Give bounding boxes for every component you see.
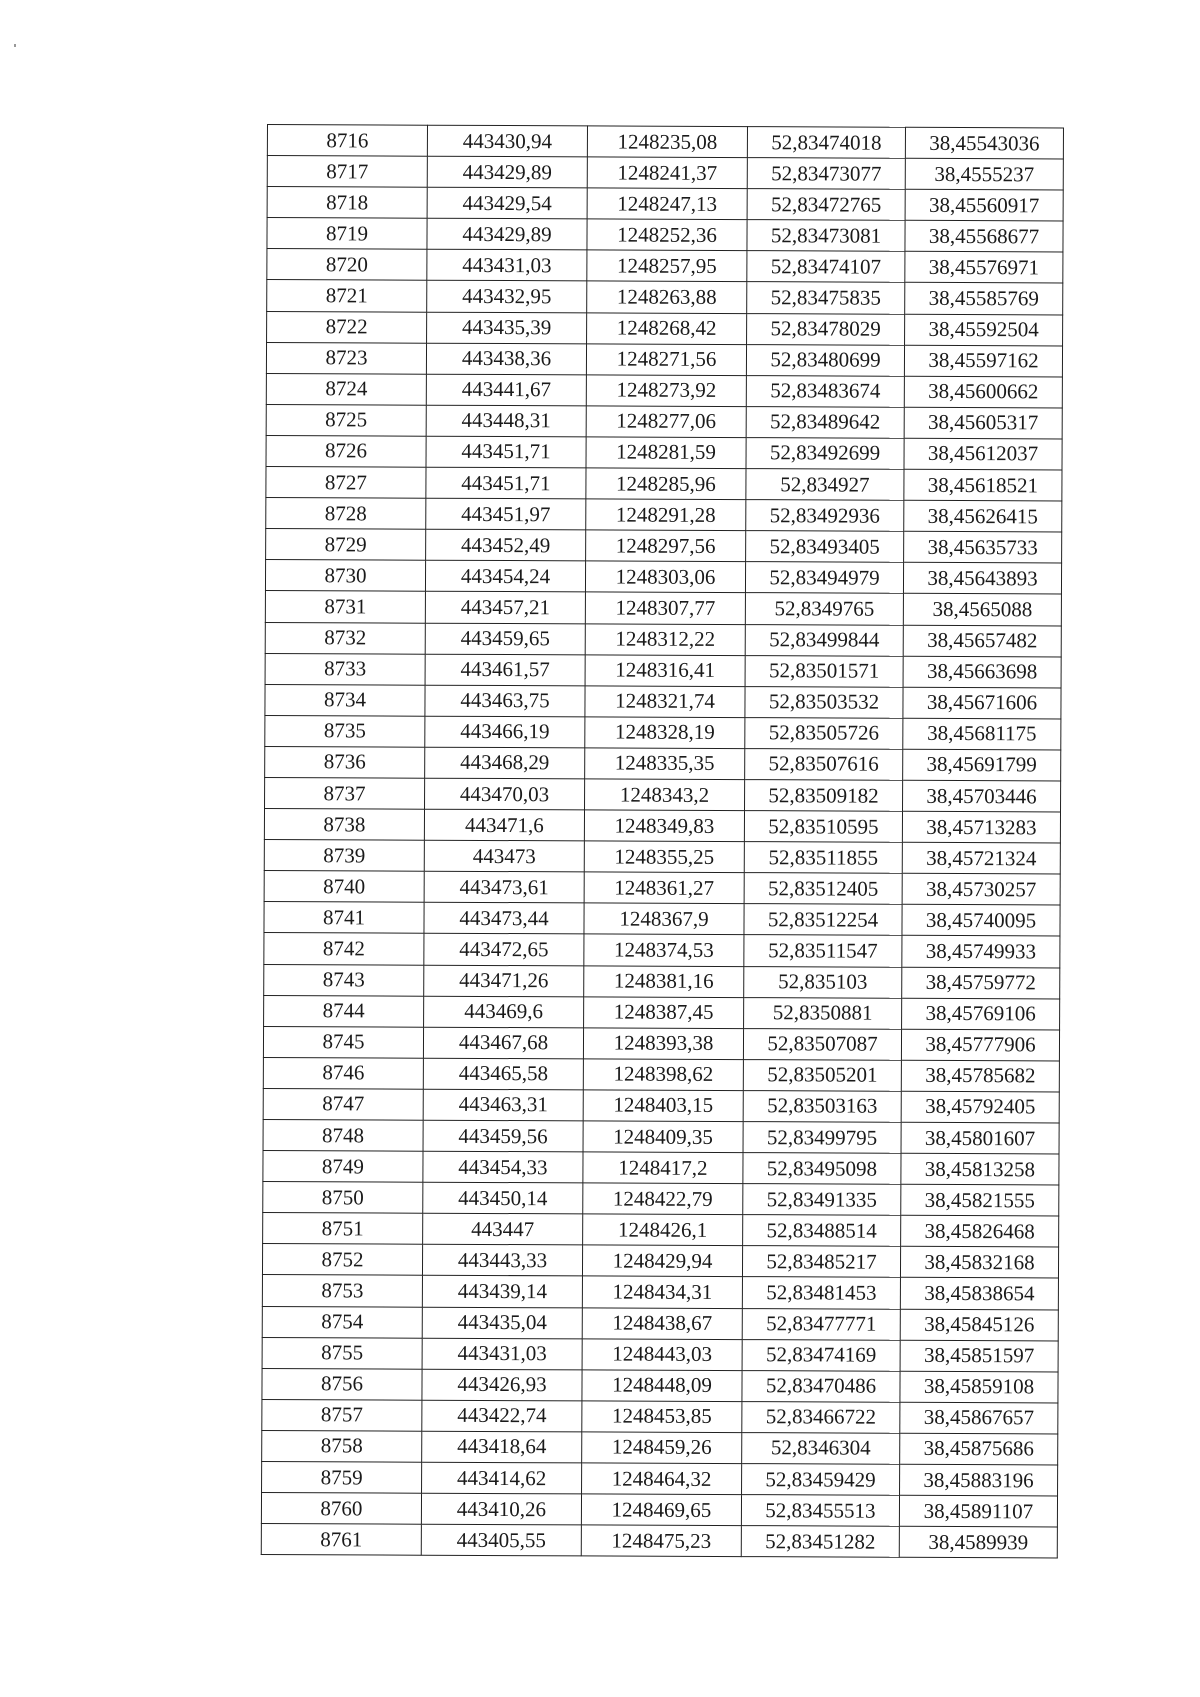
- point-number-cell: 8759: [262, 1462, 422, 1494]
- longitude-cell: 38,45605317: [904, 407, 1062, 439]
- table-row: [266, 404, 1062, 439]
- longitude-cell: 38,45859108: [900, 1371, 1058, 1403]
- y-coordinate-cell: 1248303,06: [585, 561, 745, 593]
- point-number-cell: 8735: [265, 715, 425, 747]
- point-number-cell: 8744: [264, 995, 424, 1027]
- y-coordinate-cell: 1248429,94: [582, 1245, 742, 1277]
- latitude-cell: 52,83470486: [742, 1370, 900, 1402]
- latitude-cell: 52,83489642: [746, 406, 904, 438]
- point-number-cell: 8716: [267, 125, 427, 157]
- point-number-cell: 8734: [265, 684, 425, 716]
- longitude-cell: 38,45635733: [904, 532, 1062, 564]
- longitude-cell: 38,45832168: [900, 1247, 1058, 1279]
- latitude-cell: 52,8346304: [742, 1433, 900, 1465]
- latitude-cell: 52,8350881: [744, 997, 902, 1029]
- y-coordinate-cell: 1248271,56: [586, 344, 746, 376]
- longitude-cell: 38,45769106: [902, 998, 1060, 1030]
- table-row: [261, 1524, 1057, 1559]
- y-coordinate-cell: 1248475,23: [581, 1525, 741, 1557]
- point-number-cell: 8727: [266, 467, 426, 499]
- table-row: [262, 1368, 1058, 1403]
- table-row: [266, 435, 1062, 470]
- latitude-cell: 52,83485217: [742, 1246, 900, 1278]
- y-coordinate-cell: 1248417,2: [583, 1152, 743, 1184]
- latitude-cell: 52,83507087: [743, 1028, 901, 1060]
- coordinates-table-body: [261, 125, 1063, 1559]
- point-number-cell: 8745: [263, 1026, 423, 1058]
- y-coordinate-cell: 1248355,25: [584, 841, 744, 873]
- longitude-cell: 38,45759772: [902, 967, 1060, 999]
- table-row: [267, 280, 1063, 315]
- longitude-cell: 38,45626415: [904, 500, 1062, 532]
- x-coordinate-cell: 443435,39: [427, 312, 587, 344]
- y-coordinate-cell: 1248277,06: [586, 406, 746, 438]
- latitude-cell: 52,83503163: [743, 1090, 901, 1122]
- x-coordinate-cell: 443454,24: [425, 561, 585, 593]
- longitude-cell: 38,45721324: [902, 842, 1060, 874]
- longitude-cell: 38,45749933: [902, 936, 1060, 968]
- y-coordinate-cell: 1248374,53: [584, 934, 744, 966]
- y-coordinate-cell: 1248343,2: [585, 779, 745, 811]
- longitude-cell: 38,45585769: [905, 283, 1063, 315]
- table-row: [262, 1306, 1058, 1341]
- y-coordinate-cell: 1248381,16: [584, 965, 744, 997]
- x-coordinate-cell: 443459,56: [423, 1120, 583, 1152]
- latitude-cell: 52,83475835: [747, 282, 905, 314]
- x-coordinate-cell: 443450,14: [423, 1182, 583, 1214]
- y-coordinate-cell: 1248387,45: [584, 997, 744, 1029]
- longitude-cell: 38,45576971: [905, 252, 1063, 284]
- y-coordinate-cell: 1248422,79: [583, 1183, 743, 1215]
- point-number-cell: 8746: [263, 1057, 423, 1089]
- point-number-cell: 8733: [265, 653, 425, 685]
- point-number-cell: 8754: [262, 1306, 422, 1338]
- table-row: [262, 1275, 1058, 1310]
- longitude-cell: 38,45777906: [901, 1029, 1059, 1061]
- longitude-cell: 38,45826468: [901, 1216, 1059, 1248]
- x-coordinate-cell: 443468,29: [425, 747, 585, 779]
- x-coordinate-cell: 443471,26: [424, 965, 584, 997]
- x-coordinate-cell: 443454,33: [423, 1151, 583, 1183]
- y-coordinate-cell: 1248297,56: [586, 530, 746, 562]
- table-row: [261, 1493, 1057, 1528]
- point-number-cell: 8724: [266, 373, 426, 405]
- y-coordinate-cell: 1248393,38: [583, 1028, 743, 1060]
- point-number-cell: 8749: [263, 1151, 423, 1183]
- longitude-cell: 38,45600662: [904, 376, 1062, 408]
- point-number-cell: 8738: [264, 809, 424, 841]
- latitude-cell: 52,83509182: [745, 780, 903, 812]
- x-coordinate-cell: 443438,36: [426, 343, 586, 375]
- x-coordinate-cell: 443443,33: [422, 1245, 582, 1277]
- latitude-cell: 52,83451282: [741, 1526, 899, 1558]
- y-coordinate-cell: 1248252,36: [587, 219, 747, 251]
- y-coordinate-cell: 1248438,67: [582, 1307, 742, 1339]
- table-row: [267, 125, 1063, 160]
- latitude-cell: 52,834927: [746, 469, 904, 501]
- y-coordinate-cell: 1248448,09: [582, 1370, 742, 1402]
- point-number-cell: 8730: [265, 560, 425, 592]
- point-number-cell: 8758: [262, 1430, 422, 1462]
- table-row: [264, 902, 1060, 937]
- table-row: [266, 467, 1062, 502]
- longitude-cell: 38,45671606: [903, 687, 1061, 719]
- point-number-cell: 8736: [265, 746, 425, 778]
- latitude-cell: 52,83499795: [743, 1122, 901, 1154]
- x-coordinate-cell: 443439,14: [422, 1276, 582, 1308]
- y-coordinate-cell: 1248361,27: [584, 872, 744, 904]
- table-row: [262, 1462, 1058, 1497]
- point-number-cell: 8729: [266, 529, 426, 561]
- latitude-cell: 52,83512405: [744, 873, 902, 905]
- x-coordinate-cell: 443451,97: [426, 498, 586, 530]
- x-coordinate-cell: 443432,95: [427, 281, 587, 313]
- latitude-cell: 52,83480699: [746, 344, 904, 376]
- table-row: [266, 373, 1062, 408]
- table-row: [266, 498, 1062, 533]
- x-coordinate-cell: 443466,19: [425, 716, 585, 748]
- latitude-cell: 52,83473077: [747, 158, 905, 190]
- latitude-cell: 52,83499844: [745, 624, 903, 656]
- x-coordinate-cell: 443418,64: [422, 1431, 582, 1463]
- x-coordinate-cell: 443469,6: [424, 996, 584, 1028]
- y-coordinate-cell: 1248469,65: [581, 1494, 741, 1526]
- x-coordinate-cell: 443405,55: [421, 1524, 581, 1556]
- latitude-cell: 52,83455513: [741, 1495, 899, 1527]
- latitude-cell: 52,83491335: [743, 1184, 901, 1216]
- scan-speck: [14, 44, 16, 47]
- table-row: [267, 156, 1063, 191]
- latitude-cell: 52,83492699: [746, 438, 904, 470]
- table-row: [262, 1244, 1058, 1279]
- latitude-cell: 52,83477771: [742, 1308, 900, 1340]
- longitude-cell: 38,45597162: [904, 345, 1062, 377]
- x-coordinate-cell: 443431,03: [422, 1338, 582, 1370]
- table-row: [267, 218, 1063, 253]
- y-coordinate-cell: 1248398,62: [583, 1059, 743, 1091]
- latitude-cell: 52,83474169: [742, 1339, 900, 1371]
- point-number-cell: 8752: [262, 1244, 422, 1276]
- latitude-cell: 52,83501571: [745, 655, 903, 687]
- longitude-cell: 38,45740095: [902, 905, 1060, 937]
- longitude-cell: 38,4589939: [899, 1526, 1057, 1558]
- table-row: [266, 342, 1062, 377]
- longitude-cell: 38,45875686: [900, 1433, 1058, 1465]
- latitude-cell: 52,83483674: [746, 375, 904, 407]
- x-coordinate-cell: 443430,94: [427, 125, 587, 157]
- table-row: [266, 529, 1062, 564]
- latitude-cell: 52,83472765: [747, 189, 905, 221]
- x-coordinate-cell: 443447: [423, 1213, 583, 1245]
- point-number-cell: 8750: [263, 1182, 423, 1214]
- longitude-cell: 38,45867657: [900, 1402, 1058, 1434]
- x-coordinate-cell: 443435,04: [422, 1307, 582, 1339]
- point-number-cell: 8761: [261, 1524, 421, 1556]
- x-coordinate-cell: 443422,74: [422, 1400, 582, 1432]
- x-coordinate-cell: 443451,71: [426, 467, 586, 499]
- longitude-cell: 38,45883196: [900, 1464, 1058, 1496]
- x-coordinate-cell: 443457,21: [425, 592, 585, 624]
- latitude-cell: 52,83474107: [747, 251, 905, 283]
- table-row: [264, 964, 1060, 999]
- x-coordinate-cell: 443473,61: [424, 871, 584, 903]
- y-coordinate-cell: 1248367,9: [584, 903, 744, 935]
- table-row: [265, 653, 1061, 688]
- table-row: [267, 311, 1063, 346]
- table-row: [265, 684, 1061, 719]
- y-coordinate-cell: 1248434,31: [582, 1276, 742, 1308]
- latitude-cell: 52,83505201: [743, 1059, 901, 1091]
- table-row: [264, 840, 1060, 875]
- x-coordinate-cell: 443463,75: [425, 685, 585, 717]
- point-number-cell: 8747: [263, 1088, 423, 1120]
- latitude-cell: 52,83505726: [745, 717, 903, 749]
- x-coordinate-cell: 443459,65: [425, 623, 585, 655]
- x-coordinate-cell: 443471,6: [424, 809, 584, 841]
- y-coordinate-cell: 1248241,37: [587, 157, 747, 189]
- longitude-cell: 38,45838654: [900, 1278, 1058, 1310]
- point-number-cell: 8740: [264, 871, 424, 903]
- longitude-cell: 38,45845126: [900, 1309, 1058, 1341]
- y-coordinate-cell: 1248235,08: [587, 126, 747, 158]
- table-row: [262, 1337, 1058, 1372]
- table-row: [265, 591, 1061, 626]
- x-coordinate-cell: 443472,65: [424, 934, 584, 966]
- longitude-cell: 38,45543036: [905, 127, 1063, 159]
- table-row: [265, 777, 1061, 812]
- y-coordinate-cell: 1248291,28: [586, 499, 746, 531]
- table-row: [267, 187, 1063, 222]
- x-coordinate-cell: 443414,62: [422, 1462, 582, 1494]
- y-coordinate-cell: 1248409,35: [583, 1121, 743, 1153]
- y-coordinate-cell: 1248321,74: [585, 686, 745, 718]
- y-coordinate-cell: 1248459,26: [582, 1432, 742, 1464]
- latitude-cell: 52,83481453: [742, 1277, 900, 1309]
- latitude-cell: 52,83466722: [742, 1401, 900, 1433]
- longitude-cell: 38,45801607: [901, 1122, 1059, 1154]
- longitude-cell: 38,45592504: [905, 314, 1063, 346]
- longitude-cell: 38,45785682: [901, 1060, 1059, 1092]
- x-coordinate-cell: 443448,31: [426, 405, 586, 437]
- table-row: [267, 249, 1063, 284]
- longitude-cell: 38,45891107: [899, 1495, 1057, 1527]
- point-number-cell: 8720: [267, 249, 427, 281]
- latitude-cell: 52,83459429: [742, 1464, 900, 1496]
- point-number-cell: 8753: [262, 1275, 422, 1307]
- point-number-cell: 8737: [265, 777, 425, 809]
- longitude-cell: 38,45851597: [900, 1340, 1058, 1372]
- point-number-cell: 8721: [267, 280, 427, 312]
- x-coordinate-cell: 443451,71: [426, 436, 586, 468]
- y-coordinate-cell: 1248263,88: [587, 281, 747, 313]
- point-number-cell: 8739: [264, 840, 424, 872]
- longitude-cell: 38,45681175: [903, 718, 1061, 750]
- table-row: [264, 809, 1060, 844]
- latitude-cell: 52,83507616: [745, 748, 903, 780]
- longitude-cell: 38,45643893: [903, 563, 1061, 595]
- table-row: [262, 1399, 1058, 1434]
- longitude-cell: 38,4555237: [905, 158, 1063, 190]
- y-coordinate-cell: 1248335,35: [585, 748, 745, 780]
- latitude-cell: 52,83495098: [743, 1153, 901, 1185]
- y-coordinate-cell: 1248257,95: [587, 250, 747, 282]
- point-number-cell: 8732: [265, 622, 425, 654]
- latitude-cell: 52,83473081: [747, 220, 905, 252]
- latitude-cell: 52,835103: [744, 966, 902, 998]
- x-coordinate-cell: 443470,03: [425, 778, 585, 810]
- y-coordinate-cell: 1248464,32: [582, 1463, 742, 1495]
- longitude-cell: 38,45657482: [903, 625, 1061, 657]
- table-row: [263, 1119, 1059, 1154]
- point-number-cell: 8723: [266, 342, 426, 374]
- table-row: [265, 746, 1061, 781]
- point-number-cell: 8756: [262, 1368, 422, 1400]
- point-number-cell: 8751: [263, 1213, 423, 1245]
- y-coordinate-cell: 1248443,03: [582, 1339, 742, 1371]
- longitude-cell: 38,45691799: [903, 749, 1061, 781]
- point-number-cell: 8728: [266, 498, 426, 530]
- x-coordinate-cell: 443429,89: [427, 156, 587, 188]
- latitude-cell: 52,83503532: [745, 686, 903, 718]
- x-coordinate-cell: 443463,31: [423, 1089, 583, 1121]
- x-coordinate-cell: 443441,67: [426, 374, 586, 406]
- longitude-cell: 38,45813258: [901, 1153, 1059, 1185]
- table-row: [263, 1088, 1059, 1123]
- latitude-cell: 52,83493405: [746, 531, 904, 563]
- y-coordinate-cell: 1248453,85: [582, 1401, 742, 1433]
- point-number-cell: 8722: [267, 311, 427, 343]
- longitude-cell: 38,45713283: [902, 811, 1060, 843]
- longitude-cell: 38,45618521: [904, 469, 1062, 501]
- longitude-cell: 38,4565088: [903, 594, 1061, 626]
- x-coordinate-cell: 443426,93: [422, 1369, 582, 1401]
- x-coordinate-cell: 443452,49: [426, 529, 586, 561]
- point-number-cell: 8719: [267, 218, 427, 250]
- y-coordinate-cell: 1248281,59: [586, 437, 746, 469]
- latitude-cell: 52,83488514: [743, 1215, 901, 1247]
- x-coordinate-cell: 443431,03: [427, 250, 587, 282]
- point-number-cell: 8726: [266, 435, 426, 467]
- point-number-cell: 8755: [262, 1337, 422, 1369]
- y-coordinate-cell: 1248307,77: [585, 592, 745, 624]
- table-row: [265, 622, 1061, 657]
- latitude-cell: 52,8349765: [745, 593, 903, 625]
- y-coordinate-cell: 1248247,13: [587, 188, 747, 220]
- x-coordinate-cell: 443465,58: [423, 1058, 583, 1090]
- table-row: [263, 1026, 1059, 1061]
- point-number-cell: 8757: [262, 1399, 422, 1431]
- y-coordinate-cell: 1248403,15: [583, 1090, 743, 1122]
- table-row: [264, 871, 1060, 906]
- point-number-cell: 8731: [265, 591, 425, 623]
- longitude-cell: 38,45663698: [903, 656, 1061, 688]
- x-coordinate-cell: 443467,68: [423, 1027, 583, 1059]
- table-row: [263, 1213, 1059, 1248]
- table-row: [263, 1182, 1059, 1217]
- coordinates-table: [261, 124, 1064, 1559]
- table-row: [264, 933, 1060, 968]
- point-number-cell: 8743: [264, 964, 424, 996]
- longitude-cell: 38,45560917: [905, 189, 1063, 221]
- point-number-cell: 8760: [261, 1493, 421, 1525]
- y-coordinate-cell: 1248312,22: [585, 623, 745, 655]
- longitude-cell: 38,45730257: [902, 874, 1060, 906]
- table-row: [263, 1151, 1059, 1186]
- table-row: [264, 995, 1060, 1030]
- point-number-cell: 8725: [266, 404, 426, 436]
- table-row: [262, 1430, 1058, 1465]
- table-row: [265, 715, 1061, 750]
- x-coordinate-cell: 443429,54: [427, 187, 587, 219]
- latitude-cell: 52,83474018: [747, 127, 905, 159]
- point-number-cell: 8748: [263, 1119, 423, 1151]
- y-coordinate-cell: 1248273,92: [586, 375, 746, 407]
- longitude-cell: 38,45821555: [901, 1184, 1059, 1216]
- y-coordinate-cell: 1248268,42: [587, 312, 747, 344]
- x-coordinate-cell: 443429,89: [427, 218, 587, 250]
- longitude-cell: 38,45703446: [903, 780, 1061, 812]
- point-number-cell: 8741: [264, 902, 424, 934]
- longitude-cell: 38,45568677: [905, 221, 1063, 253]
- longitude-cell: 38,45792405: [901, 1091, 1059, 1123]
- y-coordinate-cell: 1248349,83: [584, 810, 744, 842]
- x-coordinate-cell: 443461,57: [425, 654, 585, 686]
- longitude-cell: 38,45612037: [904, 438, 1062, 470]
- y-coordinate-cell: 1248328,19: [585, 717, 745, 749]
- latitude-cell: 52,83492936: [746, 500, 904, 532]
- point-number-cell: 8717: [267, 156, 427, 188]
- table-row: [265, 560, 1061, 595]
- x-coordinate-cell: 443473,44: [424, 903, 584, 935]
- latitude-cell: 52,83511855: [744, 842, 902, 874]
- latitude-cell: 52,83512254: [744, 904, 902, 936]
- y-coordinate-cell: 1248316,41: [585, 654, 745, 686]
- latitude-cell: 52,83494979: [745, 562, 903, 594]
- x-coordinate-cell: 443410,26: [421, 1493, 581, 1525]
- y-coordinate-cell: 1248285,96: [586, 468, 746, 500]
- latitude-cell: 52,83510595: [744, 811, 902, 843]
- point-number-cell: 8718: [267, 187, 427, 219]
- latitude-cell: 52,83511547: [744, 935, 902, 967]
- y-coordinate-cell: 1248426,1: [583, 1214, 743, 1246]
- x-coordinate-cell: 443473: [424, 840, 584, 872]
- table-row: [263, 1057, 1059, 1092]
- latitude-cell: 52,83478029: [747, 313, 905, 345]
- point-number-cell: 8742: [264, 933, 424, 965]
